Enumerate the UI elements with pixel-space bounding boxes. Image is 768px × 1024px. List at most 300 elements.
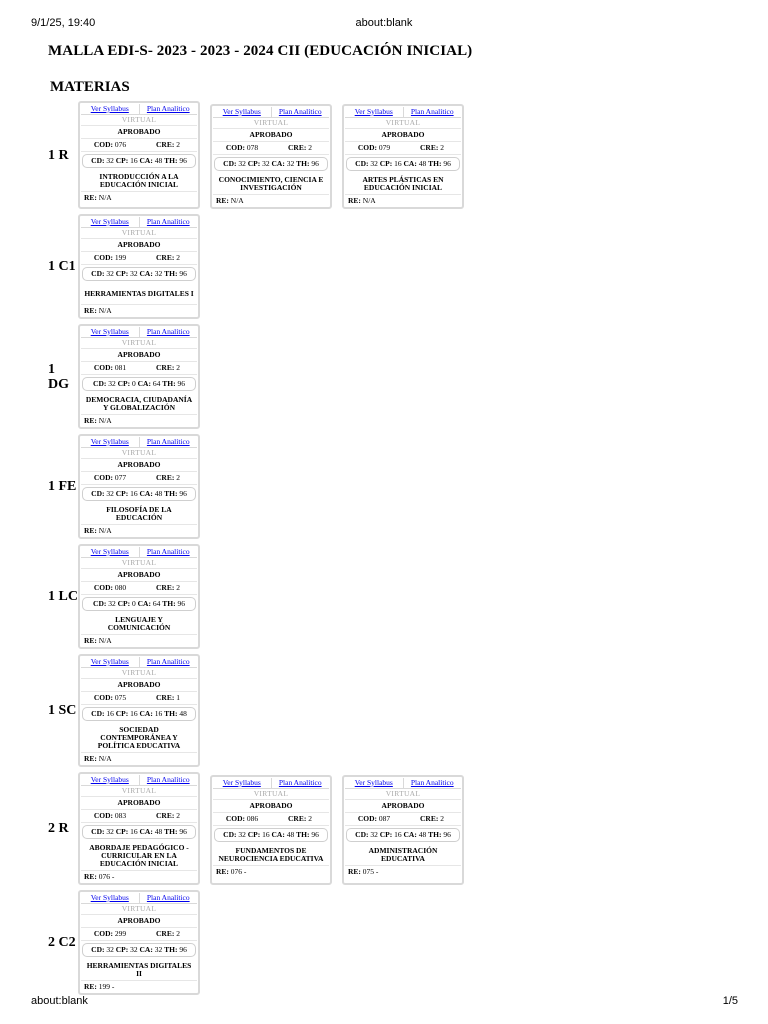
hours-cp-value: 16 — [130, 156, 138, 165]
requisite-label: RE: — [348, 867, 361, 876]
credits — [156, 253, 180, 262]
code-value: 086 — [246, 814, 259, 823]
hours-metrics — [82, 487, 196, 501]
course-credits — [139, 254, 197, 262]
plan-analitico-link[interactable]: Plan Analítico — [139, 657, 198, 667]
hours-cd — [93, 599, 116, 608]
hours-th — [164, 945, 187, 954]
prerequisites — [213, 194, 329, 205]
credits — [156, 929, 180, 938]
course-links — [81, 657, 197, 668]
prerequisites — [81, 752, 197, 763]
semester-row — [48, 324, 488, 429]
code-label: COD: — [93, 140, 114, 149]
status-badge: APROBADO — [81, 914, 197, 927]
code-value: 199 — [114, 253, 127, 262]
hours-cp-label: CP: — [379, 159, 393, 168]
code-credits-row — [81, 581, 197, 595]
requisite-value: 199 - — [98, 982, 115, 991]
credits — [156, 811, 180, 820]
semester-row — [48, 890, 488, 995]
modality-label: VIRTUAL — [385, 789, 421, 798]
hours-th-label: TH: — [164, 709, 178, 718]
code-credits-row — [81, 361, 197, 375]
prerequisites — [81, 524, 197, 535]
course-card — [78, 654, 200, 767]
view-syllabus-link[interactable]: Ver Syllabus — [354, 778, 393, 787]
status-badge: APROBADO — [213, 128, 329, 141]
plan-analitico-link[interactable]: Plan Analítico — [403, 107, 462, 117]
hours-cp-value: 32 — [130, 945, 138, 954]
credits-value: 2 — [440, 143, 444, 152]
code — [94, 140, 126, 149]
hours-cd-label: CD: — [93, 379, 107, 388]
credits — [156, 473, 180, 482]
section-heading: MATERIAS — [50, 79, 130, 95]
hours-cp-value: 16 — [130, 489, 138, 498]
course-credits — [271, 815, 329, 823]
hours-cp-value: 0 — [132, 599, 136, 608]
status-badge: APROBADO — [81, 238, 197, 251]
hours-ca-label: CA: — [403, 830, 417, 839]
credits-label: CRE: — [156, 583, 175, 592]
hours-ca — [140, 709, 163, 718]
credits-value: 2 — [176, 473, 180, 482]
hours-ca-value: 48 — [286, 830, 295, 839]
code — [94, 473, 126, 482]
code — [358, 814, 390, 823]
code-label: COD: — [93, 583, 114, 592]
course-card — [342, 775, 464, 885]
hours-th — [164, 709, 187, 718]
course-card — [78, 101, 200, 209]
hours-cd-value: 32 — [370, 159, 378, 168]
hours-cp — [116, 156, 138, 165]
plan-analitico-link[interactable]: Plan Analítico — [271, 107, 330, 117]
hours-ca-value: 48 — [418, 830, 427, 839]
course-credits — [271, 144, 329, 152]
code-credits-row — [213, 812, 329, 826]
code-label: COD: — [225, 143, 246, 152]
modality-label: VIRTUAL — [121, 338, 157, 347]
credits — [288, 814, 312, 823]
course-credits — [139, 694, 197, 702]
requisite-label: RE: — [84, 982, 97, 991]
code-value: 076 — [114, 140, 127, 149]
code-label: COD: — [93, 693, 114, 702]
course-links — [213, 778, 329, 789]
hours-cd-label: CD: — [91, 156, 105, 165]
hours-th — [164, 827, 187, 836]
row-label: 1 FE — [48, 479, 77, 494]
hours-th-label: TH: — [164, 945, 178, 954]
course-code — [81, 141, 139, 149]
course-cards — [78, 544, 200, 649]
row-label: 2 C2 — [48, 935, 76, 950]
hours-cd-value: 32 — [238, 159, 246, 168]
hours-th-value: 96 — [179, 156, 187, 165]
code-credits-row — [81, 251, 197, 265]
hours-ca-value: 32 — [154, 945, 163, 954]
hours-th-label: TH: — [296, 830, 310, 839]
plan-analitico-link[interactable]: Plan Analítico — [271, 778, 330, 788]
hours-cd-label: CD: — [223, 830, 237, 839]
hours-cp — [248, 830, 270, 839]
course-links — [345, 778, 461, 789]
hours-ca-label: CA: — [271, 159, 285, 168]
hours-cd — [355, 159, 378, 168]
code-value: 083 — [114, 811, 127, 820]
hours-th-label: TH: — [164, 156, 178, 165]
hours-cd-label: CD: — [355, 159, 369, 168]
code-label: COD: — [357, 814, 378, 823]
status-badge: APROBADO — [81, 348, 197, 361]
code-credits-row — [345, 141, 461, 155]
hours-ca-label: CA: — [139, 156, 153, 165]
modality-label: VIRTUAL — [121, 558, 157, 567]
hours-cp-label: CP: — [115, 827, 129, 836]
hours-th-value: 96 — [177, 599, 185, 608]
hours-ca-value: 64 — [152, 599, 161, 608]
hours-cd — [93, 379, 116, 388]
view-syllabus-link[interactable]: Ver Syllabus — [90, 327, 129, 336]
course-credits — [403, 144, 461, 152]
hours-cp-label: CP: — [115, 489, 129, 498]
hours-th-value: 96 — [179, 269, 187, 278]
row-label: 1 SC — [48, 703, 77, 718]
course-code — [81, 694, 139, 702]
credits-label: CRE: — [156, 929, 175, 938]
course-credits — [139, 141, 197, 149]
plan-analitico-link[interactable]: Plan Analítico — [139, 104, 198, 114]
hours-cp-value: 16 — [262, 830, 270, 839]
hours-th-label: TH: — [428, 159, 442, 168]
modality-label: VIRTUAL — [121, 668, 157, 677]
hours-cd — [91, 709, 114, 718]
hours-ca-label: CA: — [139, 827, 153, 836]
course-name: FILOSOFÍA DE LA EDUCACIÓN — [106, 505, 172, 522]
code — [358, 143, 390, 152]
view-syllabus-link[interactable]: Ver Syllabus — [222, 107, 261, 116]
code — [226, 143, 258, 152]
plan-analitico-link[interactable]: Plan Analítico — [139, 893, 198, 903]
requisite — [348, 867, 378, 876]
course-card — [78, 324, 200, 429]
hours-cp-label: CP: — [379, 830, 393, 839]
row-label: 1 R — [48, 147, 69, 163]
hours-th — [164, 156, 187, 165]
hours-cd-value: 32 — [106, 489, 114, 498]
code-credits-row — [213, 141, 329, 155]
code-credits-row — [345, 812, 461, 826]
hours-cd-value: 32 — [108, 379, 116, 388]
requisite — [216, 196, 244, 205]
plan-analitico-link[interactable]: Plan Analítico — [139, 437, 198, 447]
hours-th — [296, 830, 319, 839]
view-syllabus-link[interactable]: Ver Syllabus — [90, 437, 129, 446]
row-label: 1 DG — [48, 361, 69, 392]
code-credits-row — [81, 691, 197, 705]
course-credits — [139, 474, 197, 482]
status-badge: APROBADO — [345, 128, 461, 141]
requisite-label: RE: — [216, 196, 229, 205]
requisite-value: 075 - — [362, 867, 379, 876]
requisite-label: RE: — [84, 193, 97, 202]
code-label: COD: — [357, 143, 378, 152]
requisite — [84, 306, 112, 315]
hours-ca — [140, 269, 163, 278]
semester-row — [48, 772, 488, 885]
code-value: 077 — [114, 473, 127, 482]
course-credits — [139, 584, 197, 592]
credits-value: 2 — [308, 814, 312, 823]
hours-ca-label: CA: — [403, 159, 417, 168]
credits-value: 2 — [176, 811, 180, 820]
course-code — [81, 254, 139, 262]
course-card — [342, 104, 464, 209]
course-cards — [78, 890, 200, 995]
code-value: 075 — [114, 693, 127, 702]
hours-cp-value: 16 — [130, 827, 138, 836]
code — [94, 253, 126, 262]
plan-analitico-link[interactable]: Plan Analítico — [403, 778, 462, 788]
print-date: 9/1/25, 19:40 — [31, 17, 96, 29]
hours-cp — [380, 159, 402, 168]
status-badge: APROBADO — [81, 678, 197, 691]
print-header-url: about:blank — [355, 17, 413, 29]
code — [94, 811, 126, 820]
hours-th — [164, 489, 187, 498]
credits-label: CRE: — [156, 253, 175, 262]
hours-th-label: TH: — [164, 827, 178, 836]
modality-label: VIRTUAL — [121, 786, 157, 795]
hours-cd — [91, 269, 114, 278]
hours-cd — [91, 945, 114, 954]
course-cards — [78, 654, 200, 767]
credits — [420, 814, 444, 823]
prerequisites — [81, 191, 197, 202]
course-card — [210, 775, 332, 885]
hours-ca-value: 48 — [154, 156, 163, 165]
hours-th — [428, 159, 451, 168]
requisite — [84, 872, 114, 881]
hours-th-label: TH: — [428, 830, 442, 839]
credits-value: 2 — [176, 583, 180, 592]
hours-th-value: 96 — [179, 489, 187, 498]
credits-label: CRE: — [156, 363, 175, 372]
hours-ca-label: CA: — [139, 709, 153, 718]
course-links — [81, 217, 197, 228]
code — [94, 929, 126, 938]
requisite-label: RE: — [216, 867, 229, 876]
course-credits — [139, 812, 197, 820]
requisite-value: 076 - — [98, 872, 115, 881]
hours-ca-label: CA: — [271, 830, 285, 839]
course-name: DEMOCRACIA, CIUDADANÍA Y GLOBALIZACIÓN — [85, 395, 193, 412]
credits-label: CRE: — [420, 814, 439, 823]
code-label: COD: — [93, 473, 114, 482]
hours-cd — [355, 830, 378, 839]
semester-row — [48, 214, 488, 319]
status-badge: APROBADO — [81, 458, 197, 471]
view-syllabus-link[interactable]: Ver Syllabus — [90, 547, 129, 556]
code-value: 080 — [114, 583, 127, 592]
course-card — [78, 890, 200, 995]
hours-cp — [116, 489, 138, 498]
hours-cd — [91, 156, 114, 165]
prerequisites — [81, 304, 197, 315]
print-footer-url: about:blank — [31, 995, 88, 1007]
hours-ca-value: 64 — [152, 379, 161, 388]
view-syllabus-link[interactable]: Ver Syllabus — [222, 778, 261, 787]
requisite — [216, 867, 246, 876]
hours-cd-label: CD: — [355, 830, 369, 839]
row-label: 1 C1 — [48, 259, 76, 274]
course-code — [213, 815, 271, 823]
requisite-label: RE: — [348, 196, 361, 205]
course-name: FUNDAMENTOS DE NEUROCIENCIA EDUCATIVA — [218, 846, 324, 863]
semester-row — [48, 654, 488, 767]
plan-analitico-link[interactable]: Plan Analítico — [139, 327, 198, 337]
hours-th — [296, 159, 319, 168]
course-card — [210, 104, 332, 209]
course-links — [81, 893, 197, 904]
hours-cd-label: CD: — [91, 945, 105, 954]
course-code — [81, 584, 139, 592]
hours-cp-label: CP: — [115, 156, 129, 165]
hours-ca — [140, 489, 163, 498]
hours-ca-label: CA: — [139, 489, 153, 498]
code — [226, 814, 258, 823]
hours-ca-label: CA: — [139, 945, 153, 954]
hours-cp — [116, 827, 138, 836]
hours-th-value: 96 — [443, 830, 451, 839]
hours-cd-label: CD: — [93, 599, 107, 608]
requisite — [84, 526, 112, 535]
requisite-value: N/A — [98, 636, 112, 645]
hours-ca-value: 48 — [154, 489, 163, 498]
requisite-value: N/A — [98, 754, 112, 763]
hours-cp-value: 16 — [130, 709, 138, 718]
view-syllabus-link[interactable]: Ver Syllabus — [354, 107, 393, 116]
hours-ca-label: CA: — [137, 379, 151, 388]
hours-ca-value: 16 — [154, 709, 163, 718]
hours-th-value: 96 — [443, 159, 451, 168]
hours-ca — [140, 945, 163, 954]
hours-cd — [223, 830, 246, 839]
hours-cd-label: CD: — [223, 159, 237, 168]
hours-cd — [91, 489, 114, 498]
hours-cd-label: CD: — [91, 709, 105, 718]
row-label: 2 R — [48, 821, 69, 836]
course-code — [81, 812, 139, 820]
hours-ca-label: CA: — [137, 599, 151, 608]
course-name: ABORDAJE PEDAGÓGICO - CURRICULAR EN LA EDUCACIÓN INICIAL — [89, 843, 189, 868]
hours-ca — [272, 159, 295, 168]
hours-cd — [223, 159, 246, 168]
row-label: 1 LC — [48, 589, 78, 604]
hours-cd — [91, 827, 114, 836]
credits-label: CRE: — [156, 811, 175, 820]
hours-cp-label: CP: — [117, 379, 131, 388]
course-links — [345, 107, 461, 118]
hours-ca — [138, 599, 161, 608]
hours-cp-value: 32 — [262, 159, 270, 168]
view-syllabus-link[interactable]: Ver Syllabus — [90, 217, 129, 226]
hours-th — [162, 599, 185, 608]
requisite — [84, 636, 112, 645]
course-name: ARTES PLÁSTICAS EN EDUCACIÓN INICIAL — [362, 175, 444, 192]
hours-cd-value: 32 — [108, 599, 116, 608]
hours-ca — [404, 159, 427, 168]
hours-ca-value: 32 — [286, 159, 295, 168]
view-syllabus-link[interactable]: Ver Syllabus — [90, 775, 129, 784]
plan-analitico-link[interactable]: Plan Analítico — [139, 775, 198, 785]
hours-cp-label: CP: — [115, 945, 129, 954]
hours-cd-value: 32 — [370, 830, 378, 839]
code-label: COD: — [225, 814, 246, 823]
view-syllabus-link[interactable]: Ver Syllabus — [90, 104, 129, 113]
hours-cp — [116, 269, 138, 278]
course-code — [81, 474, 139, 482]
course-code — [345, 815, 403, 823]
credits — [420, 143, 444, 152]
credits-label: CRE: — [288, 143, 307, 152]
hours-metrics — [82, 154, 196, 168]
hours-ca — [404, 830, 427, 839]
hours-metrics — [82, 707, 196, 721]
requisite-value: N/A — [98, 416, 112, 425]
course-card — [78, 214, 200, 319]
hours-cp — [116, 945, 138, 954]
hours-th-label: TH: — [296, 159, 310, 168]
prerequisites — [213, 865, 329, 876]
hours-th — [162, 379, 185, 388]
status-badge: APROBADO — [81, 796, 197, 809]
status-badge: APROBADO — [345, 799, 461, 812]
code-value: 079 — [378, 143, 391, 152]
requisite — [84, 416, 112, 425]
credits — [156, 140, 180, 149]
credits-label: CRE: — [156, 693, 175, 702]
hours-ca — [138, 379, 161, 388]
course-name: SOCIEDAD CONTEMPORÁNEA Y POLÍTICA EDUCATIVA — [97, 725, 181, 750]
status-badge: APROBADO — [213, 799, 329, 812]
course-links — [81, 437, 197, 448]
course-name: ADMINISTRACIÓN EDUCATIVA — [368, 846, 438, 863]
hours-cp-label: CP: — [247, 159, 261, 168]
credits-value: 1 — [176, 693, 180, 702]
plan-analitico-link[interactable]: Plan Analítico — [139, 547, 198, 557]
prerequisites — [81, 634, 197, 645]
course-links — [81, 327, 197, 338]
view-syllabus-link[interactable]: Ver Syllabus — [90, 893, 129, 902]
hours-cd-value: 32 — [238, 830, 246, 839]
course-links — [81, 775, 197, 786]
plan-analitico-link[interactable]: Plan Analítico — [139, 217, 198, 227]
hours-metrics — [82, 267, 196, 281]
requisite-label: RE: — [84, 526, 97, 535]
credits-label: CRE: — [288, 814, 307, 823]
credits-value: 2 — [176, 140, 180, 149]
hours-ca-value: 48 — [418, 159, 427, 168]
requisite — [84, 193, 112, 202]
view-syllabus-link[interactable]: Ver Syllabus — [90, 657, 129, 666]
hours-metrics — [214, 828, 328, 842]
hours-th-label: TH: — [164, 489, 178, 498]
hours-th-label: TH: — [162, 379, 176, 388]
page-number: 1/5 — [722, 995, 738, 1007]
